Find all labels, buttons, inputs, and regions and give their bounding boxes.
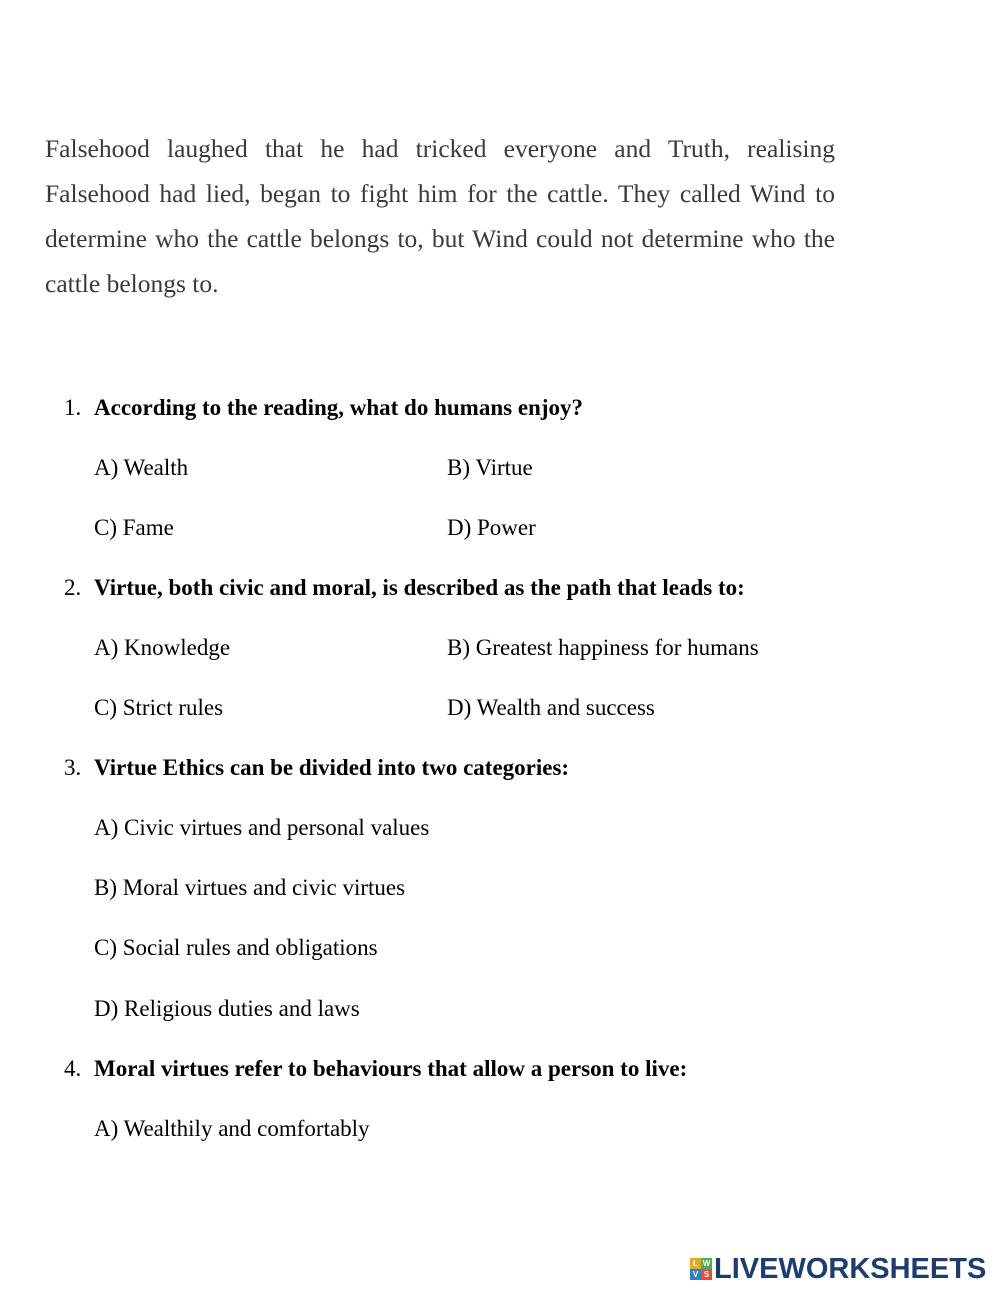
question-2-text: Virtue, both civic and moral, is described as the path that leads to: bbox=[94, 575, 745, 600]
question-2-option-c: C) Strict rules bbox=[94, 695, 224, 720]
question-3-option-c: C) Social rules and obligations bbox=[94, 935, 378, 960]
question-1-option-c: C) Fame bbox=[94, 515, 174, 540]
question-1-text: According to the reading, what do humans enjoy? bbox=[94, 395, 583, 420]
question-4-number: 4. bbox=[64, 1056, 82, 1081]
passage-paragraph: Falsehood laughed that he had tricked everyone and Truth, realising Falsehood had lied, began to fight him for the cattle. They called Wind to determine who the cattle belongs to, but Wind could not determine who the cattle belongs to. bbox=[45, 134, 835, 298]
question-2-option-a: A) Knowledge bbox=[94, 635, 231, 660]
question-2-option-d: D) Wealth and success bbox=[447, 695, 655, 720]
question-2-option-b: B) Greatest happiness for humans bbox=[447, 635, 759, 660]
question-3-option-d: D) Religious duties and laws bbox=[94, 996, 360, 1021]
question-3-text: Virtue Ethics can be divided into two categories: bbox=[94, 755, 570, 780]
brand-name: LIVEWORKSHEETS bbox=[714, 1253, 987, 1285]
liveworksheets-logo-icon: L W V S bbox=[690, 1258, 712, 1280]
question-2-number: 2. bbox=[64, 575, 82, 600]
question-4-text: Moral virtues refer to behaviours that allow a person to live: bbox=[94, 1056, 688, 1081]
question-3-option-b: B) Moral virtues and civic virtues bbox=[94, 875, 406, 900]
question-1-option-d: D) Power bbox=[447, 515, 536, 540]
question-1-option-b: B) Virtue bbox=[447, 455, 533, 480]
question-1-option-a: A) Wealth bbox=[94, 455, 189, 480]
question-1-number: 1. bbox=[64, 395, 82, 420]
question-4-option-a: A) Wealthily and comfortably bbox=[94, 1116, 370, 1141]
question-3-number: 3. bbox=[64, 755, 82, 780]
liveworksheets-logo[interactable] bbox=[690, 1254, 986, 1284]
question-3-option-a: A) Civic virtues and personal values bbox=[94, 815, 430, 840]
